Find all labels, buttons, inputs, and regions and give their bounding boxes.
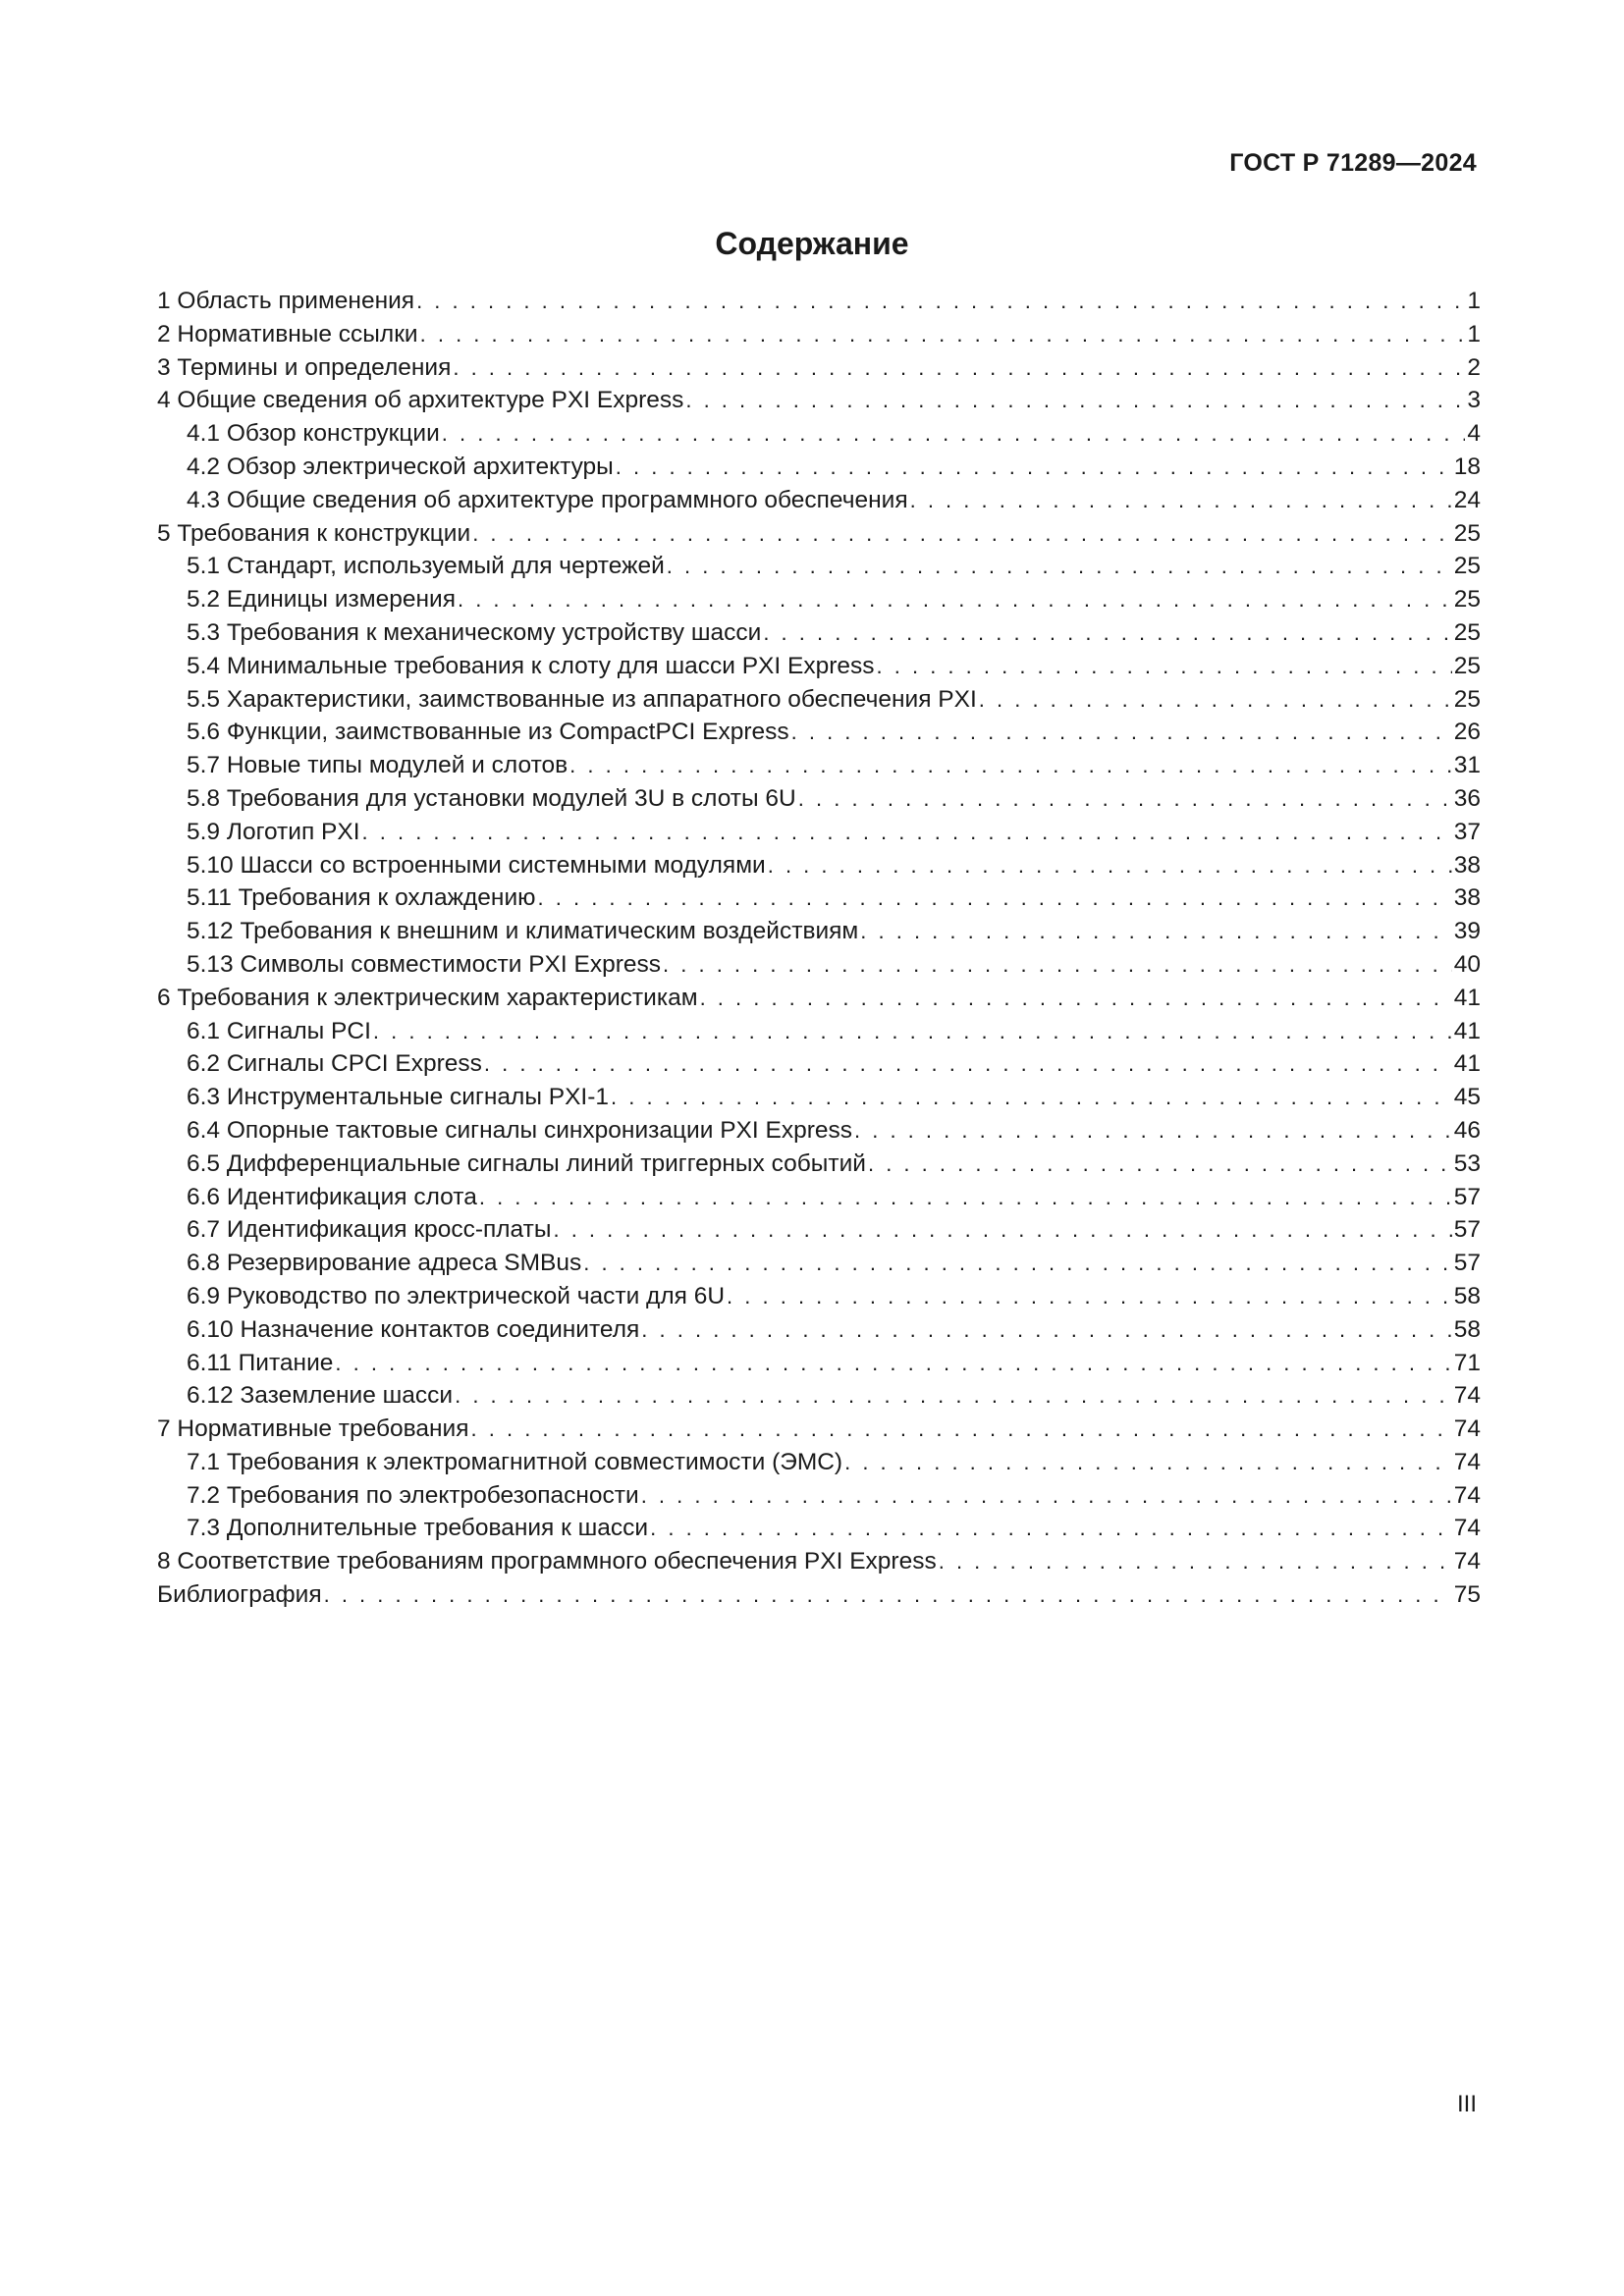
dot-leader [616,454,1452,480]
toc-entry-page: 71 [1453,1349,1481,1376]
dot-leader [868,1151,1452,1177]
toc-entry-label: 5.6 Функции, заимствованные из CompactPCI Express [187,719,789,746]
page-number: III [1456,2091,1477,2117]
toc-entry-page: 41 [1453,1017,1481,1044]
toc-entry-page: 40 [1453,950,1481,978]
toc-entry[interactable] [157,321,1481,354]
toc-entry-label: 1 Область применения [157,288,415,314]
toc-entry-page: 46 [1453,1116,1481,1144]
toc-entry[interactable] [157,288,1481,321]
toc-entry[interactable] [157,752,1481,785]
dot-leader [455,1383,1452,1409]
toc-entry[interactable] [157,1449,1481,1482]
dot-leader [373,1019,1452,1044]
toc-entry-label: 7.2 Требования по электробезопасности [187,1481,639,1509]
dot-leader [583,1251,1452,1276]
toc-entry-page: 74 [1453,1415,1481,1443]
dot-leader [663,952,1452,978]
toc-entry-label: 6.4 Опорные тактовые сигналы синхронизации PXI Express [187,1116,852,1144]
toc-entry[interactable] [157,1216,1481,1250]
toc-entry-label: 5.10 Шасси со встроенными системными модулями [187,851,766,879]
toc-entry-label: 8 Соответствие требованиям программного обеспечения PXI Express [157,1548,937,1575]
toc-entry-page: 26 [1453,719,1481,746]
toc-entry-label: 5.1 Стандарт, используемый для чертежей [187,553,665,580]
toc-entry-page: 74 [1453,1382,1481,1410]
toc-entry-label: 6.3 Инструментальные сигналы PXI-1 [187,1084,610,1111]
dot-leader [471,1416,1452,1442]
dot-leader [416,289,1465,314]
toc-entry-page: 74 [1453,1481,1481,1509]
toc-entry[interactable] [157,520,1481,554]
dot-leader [650,1516,1452,1541]
toc-entry[interactable] [157,1250,1481,1283]
toc-entry[interactable] [157,1350,1481,1383]
toc-entry-page: 58 [1453,1282,1481,1309]
toc-entry[interactable] [157,586,1481,619]
dot-leader [641,1317,1451,1343]
toc-entry-page: 1 [1467,288,1481,314]
toc-entry-label: 5.11 Требования к охлаждению [187,884,536,912]
toc-entry-page: 53 [1453,1149,1481,1177]
toc-entry[interactable] [157,1018,1481,1051]
toc-entry-page: 58 [1453,1315,1481,1343]
toc-entry[interactable] [157,354,1481,388]
dot-leader [324,1582,1452,1608]
toc-entry[interactable] [157,1415,1481,1449]
toc-entry-page: 4 [1467,420,1481,448]
toc-entry-page: 18 [1453,453,1481,480]
toc-entry-label: 7.1 Требования к электромагнитной совместимости (ЭМС) [187,1448,843,1475]
toc-entry-page: 57 [1453,1183,1481,1210]
toc-entry-page: 25 [1453,519,1481,547]
dot-leader [979,687,1452,713]
toc-entry-label: 5.4 Минимальные требования к слоту для шасси PXI Express [187,652,875,679]
document-code: ГОСТ Р 71289—2024 [1229,149,1477,177]
dot-leader [420,322,1466,347]
toc-entry-label: 5.5 Характеристики, заимствованные из аппаратного обеспечения PXI [187,685,977,713]
toc-entry-page: 38 [1453,884,1481,912]
toc-entry-label: 6.10 Назначение контактов соединителя [187,1315,640,1343]
dot-leader [479,1185,1452,1210]
toc-entry[interactable] [157,951,1481,985]
toc-entry[interactable] [157,1548,1481,1581]
dot-leader [458,587,1452,613]
toc-entry-page: 25 [1453,652,1481,679]
toc-entry-page: 25 [1453,553,1481,580]
toc-entry-page: 74 [1453,1448,1481,1475]
toc-entry[interactable] [157,454,1481,487]
dot-leader [685,388,1465,413]
dot-leader [569,753,1452,778]
toc-entry[interactable] [157,918,1481,951]
dot-leader [910,488,1452,513]
toc-entry-page: 57 [1453,1216,1481,1244]
toc-entry[interactable] [157,553,1481,586]
toc-entry-page: 37 [1453,818,1481,845]
toc-entry-page: 39 [1453,918,1481,945]
toc-entry-label: Библиография [157,1581,322,1609]
toc-entry[interactable] [157,420,1481,454]
toc-entry-label: 5 Требования к конструкции [157,519,471,547]
dot-leader [484,1051,1452,1077]
toc-entry[interactable] [157,719,1481,752]
dot-leader [798,786,1452,812]
toc-entry-page: 31 [1453,752,1481,779]
toc-entry-label: 6.9 Руководство по электрической части для 6U [187,1282,726,1309]
toc-entry-label: 6.1 Сигналы PCI [187,1017,371,1044]
dot-leader [667,554,1452,579]
page-title: Содержание [715,226,909,261]
toc-entry-label: 5.12 Требования к внешним и климатическим воздействиям [187,918,859,945]
dot-leader [877,654,1452,679]
toc-entry-page: 24 [1453,486,1481,513]
dot-leader [939,1549,1452,1575]
dot-leader [611,1085,1452,1110]
toc-entry-label: 5.3 Требования к механическому устройству шасси [187,618,762,646]
toc-entry[interactable] [157,1283,1481,1316]
dot-leader [553,1217,1451,1243]
toc-entry[interactable] [157,852,1481,885]
toc-entry-label: 6.2 Сигналы CPCI Express [187,1050,482,1078]
toc-entry-label: 4.3 Общие сведения об архитектуре программного обеспечения [187,486,908,513]
toc-entry[interactable] [157,884,1481,918]
dot-leader [854,1118,1452,1144]
toc-entry-label: 7 Нормативные требования [157,1415,469,1443]
dot-leader [362,820,1452,845]
toc-entry-label: 5.13 Символы совместимости PXI Express [187,950,662,978]
toc-entry[interactable] [157,1117,1481,1150]
dot-leader [844,1450,1452,1475]
table-of-contents [157,288,1481,1615]
toc-entry-label: 6.11 Питание [187,1349,334,1376]
toc-entry-page: 74 [1453,1515,1481,1542]
toc-entry-page: 2 [1467,353,1481,381]
dot-leader [763,620,1451,646]
toc-entry[interactable] [157,819,1481,852]
toc-entry[interactable] [157,387,1481,420]
dot-leader [768,853,1452,879]
toc-entry-page: 57 [1453,1250,1481,1277]
toc-entry-label: 7.3 Дополнительные требования к шасси [187,1515,649,1542]
dot-leader [453,355,1465,381]
toc-entry[interactable] [157,1581,1481,1615]
toc-entry[interactable] [157,653,1481,686]
toc-entry[interactable] [157,1382,1481,1415]
dot-leader [538,885,1452,911]
toc-entry-page: 25 [1453,685,1481,713]
toc-entry[interactable] [157,487,1481,520]
toc-entry-label: 4.1 Обзор конструкции [187,420,440,448]
toc-entry-page: 75 [1453,1581,1481,1609]
toc-entry[interactable] [157,1150,1481,1184]
dot-leader [791,720,1452,745]
toc-entry-label: 6.5 Дифференциальные сигналы линий триггерных событий [187,1149,866,1177]
toc-entry-label: 5.8 Требования для установки модулей 3U в слоты 6U [187,784,796,812]
dot-leader [335,1351,1451,1376]
toc-entry-label: 4 Общие сведения об архитектуре PXI Express [157,387,684,414]
dot-leader [641,1483,1452,1509]
dot-leader [442,421,1466,447]
toc-entry-page: 74 [1453,1548,1481,1575]
toc-entry-page: 38 [1453,851,1481,879]
toc-entry-page: 25 [1453,586,1481,614]
toc-entry-page: 25 [1453,618,1481,646]
toc-entry[interactable] [157,1316,1481,1350]
toc-entry-label: 3 Термины и определения [157,353,452,381]
dot-leader [727,1284,1452,1309]
toc-entry-label: 5.9 Логотип PXI [187,818,360,845]
toc-entry[interactable] [157,1050,1481,1084]
toc-entry-page: 45 [1453,1084,1481,1111]
toc-entry[interactable] [157,1184,1481,1217]
toc-entry-page: 36 [1453,784,1481,812]
toc-entry-label: 6.8 Резервирование адреса SMBus [187,1250,582,1277]
toc-entry[interactable] [157,619,1481,653]
toc-entry-page: 3 [1467,387,1481,414]
toc-entry-label: 5.7 Новые типы модулей и слотов [187,752,568,779]
toc-entry[interactable] [157,985,1481,1018]
dot-leader [860,919,1451,944]
toc-entry-label: 4.2 Обзор электрической архитектуры [187,453,614,480]
dot-leader [700,986,1452,1011]
toc-entry-page: 41 [1453,1050,1481,1078]
toc-entry-label: 6 Требования к электрическим характеристикам [157,984,698,1011]
toc-entry-label: 5.2 Единицы измерения [187,586,456,614]
toc-entry[interactable] [157,1084,1481,1117]
toc-entry[interactable] [157,1482,1481,1516]
toc-entry-label: 6.7 Идентификация кросс-платы [187,1216,552,1244]
dot-leader [472,521,1452,547]
toc-entry-label: 6.6 Идентификация слота [187,1183,477,1210]
toc-entry-label: 6.12 Заземление шасси [187,1382,454,1410]
toc-entry-page: 41 [1453,984,1481,1011]
toc-entry-page: 1 [1467,320,1481,347]
toc-entry-label: 2 Нормативные ссылки [157,320,418,347]
toc-entry[interactable] [157,686,1481,720]
toc-entry[interactable] [157,785,1481,819]
toc-entry[interactable] [157,1515,1481,1548]
